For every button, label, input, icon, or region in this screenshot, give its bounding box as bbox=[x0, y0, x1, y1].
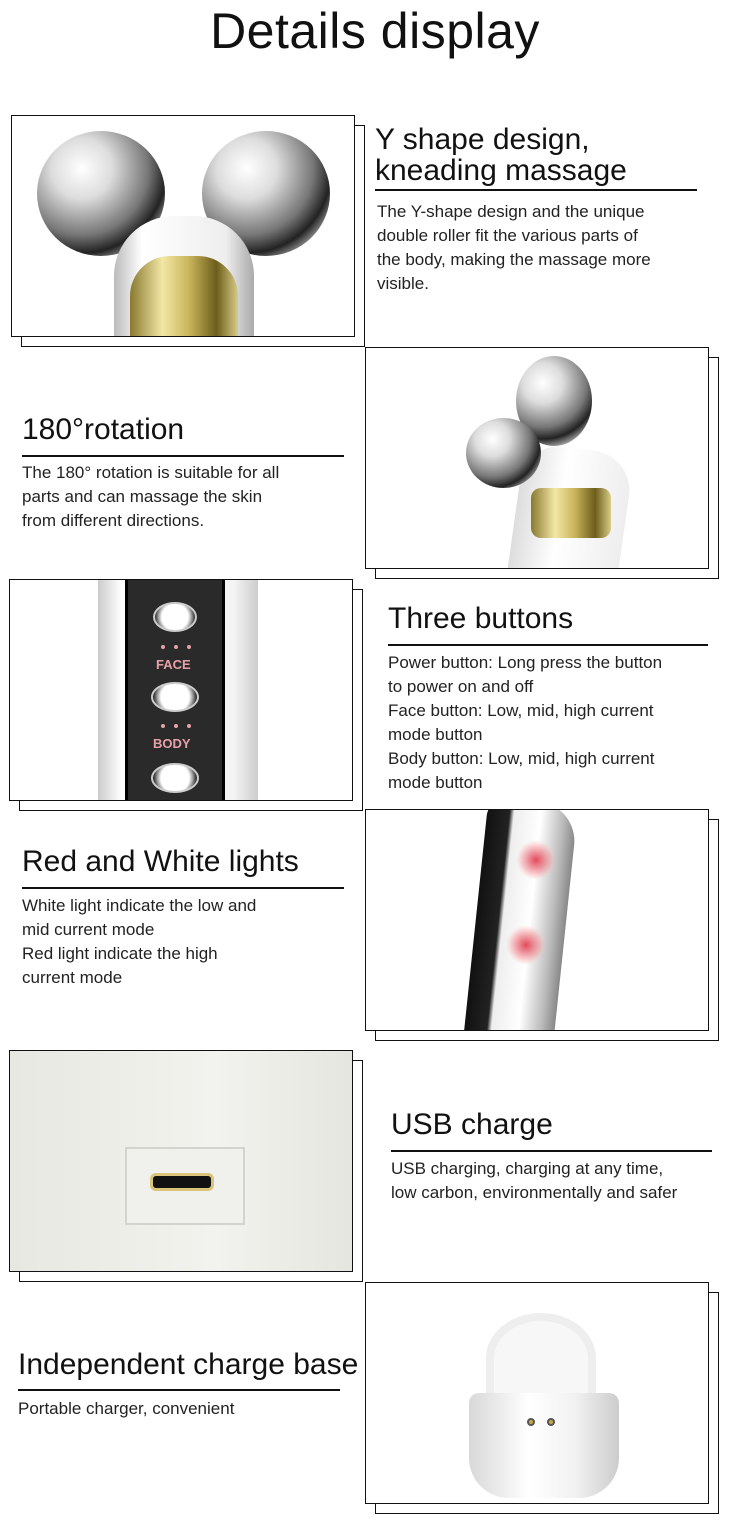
red-light bbox=[516, 840, 556, 880]
indicator-dot bbox=[161, 724, 165, 728]
indicator-dot bbox=[161, 645, 165, 649]
divider bbox=[22, 455, 344, 457]
indicator-dot bbox=[174, 724, 178, 728]
section-body: White light indicate the low and mid current mode Red light indicate the high current mode bbox=[22, 896, 257, 987]
cradle-back bbox=[486, 1313, 596, 1403]
y-shape-roller-image bbox=[11, 115, 355, 337]
section-body: Portable charger, convenient bbox=[18, 1399, 235, 1418]
page-title: Details display bbox=[210, 3, 540, 59]
section-title: Independent charge base bbox=[18, 1348, 359, 1381]
gold-collar bbox=[531, 488, 611, 538]
red-light bbox=[506, 925, 546, 965]
section-body: USB charging, charging at any time, low carbon, environmentally and safer bbox=[391, 1159, 678, 1202]
base-body bbox=[469, 1393, 619, 1498]
charging-pin bbox=[527, 1418, 535, 1426]
section-title: Red and White lights bbox=[22, 845, 299, 878]
charge-base-image bbox=[365, 1282, 709, 1504]
usb-port-image bbox=[9, 1050, 353, 1272]
face-label: FACE bbox=[156, 657, 191, 672]
indicator-dot bbox=[174, 645, 178, 649]
section-title: Three buttons bbox=[388, 602, 574, 635]
section-body: The Y-shape design and the unique double roller fit the various parts of the body, making the massage more visible. bbox=[377, 202, 651, 293]
face-button-graphic bbox=[151, 682, 199, 712]
body-label: BODY bbox=[153, 736, 191, 751]
divider bbox=[375, 189, 697, 191]
divider bbox=[22, 887, 344, 889]
body-button-graphic bbox=[151, 763, 199, 793]
section-body: The 180° rotation is suitable for all parts and can massage the skin from different directions. bbox=[22, 463, 280, 530]
title-line: kneading massage bbox=[375, 154, 627, 187]
rotation-image bbox=[365, 347, 709, 569]
title-line: Y shape design, bbox=[375, 123, 590, 156]
power-button-graphic bbox=[153, 602, 197, 632]
indicator-dot bbox=[187, 724, 191, 728]
usb-port-icon bbox=[150, 1173, 214, 1191]
buttons-image bbox=[9, 579, 353, 801]
section-title bbox=[375, 124, 627, 186]
charging-pin bbox=[547, 1418, 555, 1426]
section-title: 180°rotation bbox=[22, 413, 185, 446]
indicator-dot bbox=[187, 645, 191, 649]
roller-ball bbox=[466, 418, 541, 488]
divider bbox=[391, 1150, 712, 1152]
section-title: USB charge bbox=[391, 1108, 553, 1141]
section-body: Power button: Long press the button to power on and off Face button: Low, mid, high current mode button Body button: Low, mid, high current mode button bbox=[388, 653, 663, 792]
gold-collar bbox=[130, 256, 238, 337]
device-side bbox=[464, 809, 579, 1031]
divider bbox=[18, 1389, 340, 1391]
lights-image bbox=[365, 809, 709, 1031]
divider bbox=[388, 644, 708, 646]
